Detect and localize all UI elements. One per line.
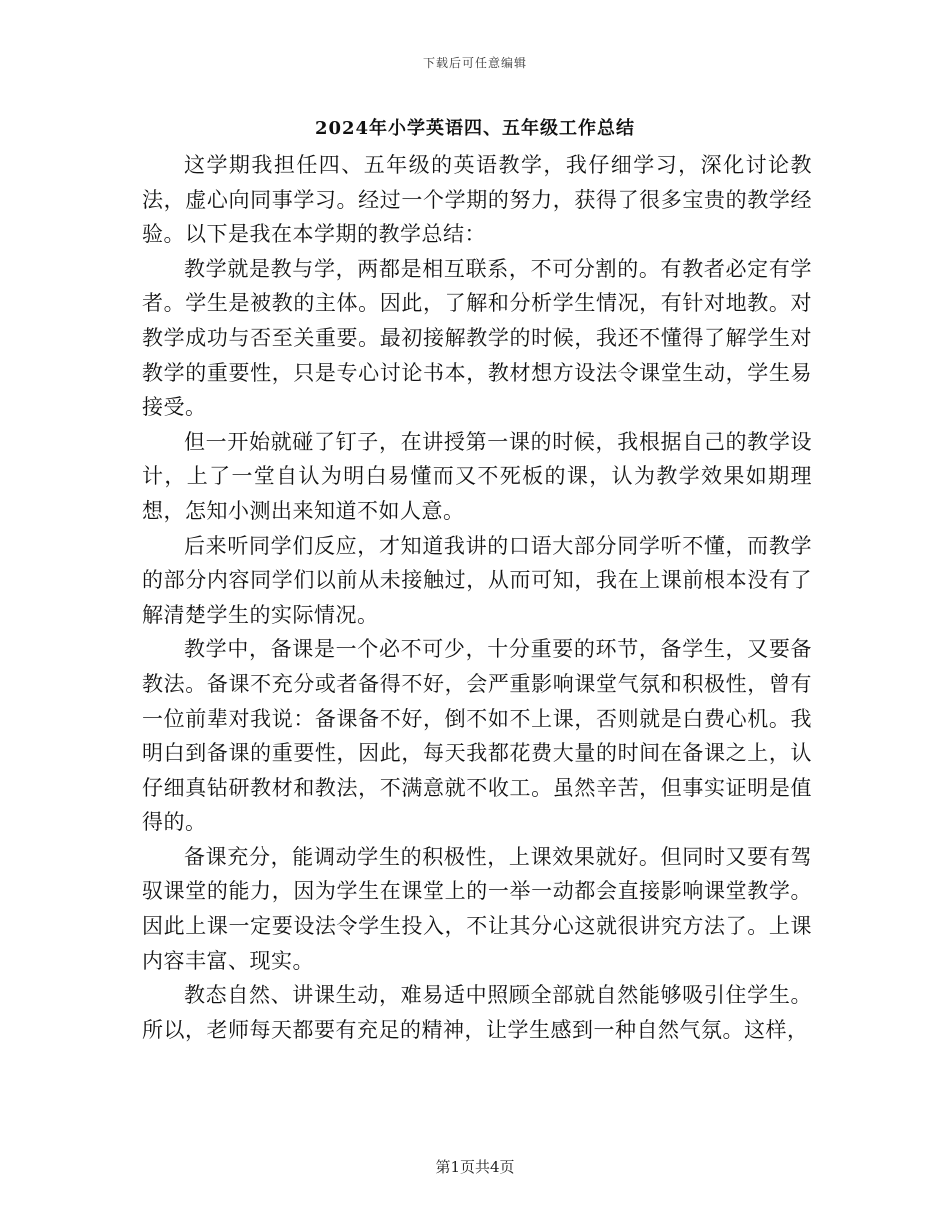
page-number: 第1页共4页 [435, 1158, 515, 1176]
body-paragraph: 教学中，备课是一个必不可少，十分重要的环节，备学生，又要备教法。备课不充分或者备得不好，会严重影响课堂气氛和积极性，曾有一位前辈对我说：备课备不好，倒不如不上课，否则就是白费心机。我明白到备课的重要性，因此，每天我都花费大量的时间在备课之上，认仔细真钻研教材和教法，不满意就不收工。虽然辛苦，但事实证明是值得的。 [142, 637, 812, 835]
document-body [142, 148, 812, 1047]
body-paragraph: 这学期我担任四、五年级的英语教学，我仔细学习，深化讨论教法，虚心向同事学习。经过一个学期的努力，获得了很多宝贵的教学经验。以下是我在本学期的教学总结： [142, 153, 812, 247]
body-paragraph: 教学就是教与学，两都是相互联系，不可分割的。有教者必定有学者。学生是被教的主体。因此，了解和分析学生情况，有针对地教。对教学成功与否至关重要。最初接解教学的时候，我还不懂得了解学生对教学的重要性，只是专心讨论书本，教材想方设法令课堂生动，学生易接受。 [142, 256, 812, 420]
body-paragraph: 教态自然、讲课生动，难易适中照顾全部就自然能够吸引住学生。所以，老师每天都要有充足的精神，让学生感到一种自然气氛。这样， [142, 983, 812, 1042]
page-header-note: 下载后可任意编辑 [422, 56, 527, 70]
body-paragraph: 后来听同学们反应，才知道我讲的口语大部分同学听不懂，而教学的部分内容同学们以前从未接触过，从而可知，我在上课前根本没有了解清楚学生的实际情况。 [142, 533, 812, 627]
body-paragraph: 但一开始就碰了钉子，在讲授第一课的时候，我根据自己的教学设计，上了一堂自认为明白易懂而又不死板的课，认为教学效果如期理想，怎知小测出来知道不如人意。 [142, 429, 812, 523]
document-title: 2024年小学英语四、五年级工作总结 [314, 118, 636, 139]
body-paragraph: 备课充分，能调动学生的积极性，上课效果就好。但同时又要有驾驭课堂的能力，因为学生在课堂上的一举一动都会直接影响课堂教学。因此上课一定要设法令学生投入，不让其分心这就很讲究方法了。上课内容丰富、现实。 [142, 844, 812, 973]
